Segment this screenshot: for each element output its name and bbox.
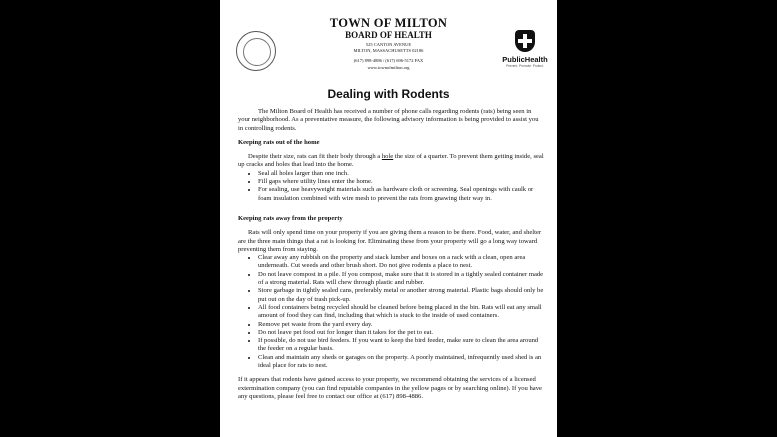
- bullet-list: [238, 254, 545, 370]
- lead-text: Despite their size, rats can fit their body through a: [248, 153, 382, 161]
- logo-tagline: Prevent. Promote. Protect.: [506, 64, 544, 68]
- hole-link[interactable]: hole: [381, 153, 394, 161]
- list-item: • Seal all holes larger than one inch.: [258, 170, 545, 178]
- list-item: • Store garbage in tightly sealed cans, preferably metal or another strong material. Plastic bags should only be put out on the day of trash pick-up.: [258, 287, 545, 304]
- closing-paragraph: If it appears that rodents have gained access to your property, we recommend obtaining the services of a licensed extermination company (you can find reputable companies in the yellow pages or by searching online). If you have any questions, please feel free to contact our office at (617) 898-4886.: [238, 376, 542, 400]
- list-item: • Fill gaps where utility lines enter the home.: [258, 178, 545, 186]
- phone-fax: (617) 898-4886 / (617) 696-5172 FAX: [353, 58, 424, 63]
- shield-cross-icon: [515, 30, 535, 52]
- street-address: 525 CANTON AVENUE: [365, 42, 412, 47]
- website: www.townofmilton.org: [367, 65, 410, 70]
- city-address: MILTON, MASSACHUSETTS 02186: [353, 48, 424, 53]
- bullet-list: [238, 170, 545, 203]
- list-item: • Clean and maintain any sheds or garages on the property. A poorly maintained, infrequently used shed is an ideal place for rats to nest.: [258, 354, 545, 371]
- list-item: • Remove pet waste from the yard every day.: [258, 321, 545, 329]
- section-lead: Rats will only spend time on your property if you are giving them a reason to be there. Food, water, and shelter are the three main things that a rat is looking for. Eliminating these from your property will go a long way toward preventing them from staying.: [238, 229, 542, 253]
- document-title: Dealing with Rodents: [327, 87, 450, 101]
- public-health-logo: [502, 30, 548, 78]
- document-body: [238, 108, 545, 401]
- intro-paragraph: The Milton Board of Health has received a number of phone calls regarding rodents (rats) being seen in your neighborhood. As a preventative measure, the following advisory information is being provided to assist you in controlling rodents.: [238, 108, 539, 132]
- lead-text: the size of a quarter. To prevent them getting inside, seal up cracks and holes that lead into the home.: [238, 153, 544, 169]
- town-name: TOWN OF MILTON: [329, 16, 448, 30]
- list-item: • Do not leave compost in a pile. If you compost, make sure that it is stored in a tightly sealed container made of a strong material. Rats will chew through plastic and rubber.: [258, 271, 545, 288]
- document-page: [220, 0, 557, 437]
- list-item: • If possible, do not use bird feeders. If you want to keep the bird feeder, make sure to clean the area around the feeder on a regular basis.: [258, 337, 545, 354]
- logo-name: PublicHealth: [502, 55, 548, 64]
- section-heading: Keeping rats away from the property: [238, 214, 343, 222]
- board-name: BOARD OF HEALTH: [345, 30, 432, 40]
- section-heading: Keeping rats out of the home: [238, 138, 320, 146]
- letterhead: [220, 0, 557, 80]
- section-lead: [238, 153, 545, 170]
- list-item: • For sealing, use heavyweight materials such as hardware cloth or screening. Seal openings with caulk or foam insulation combined with wire mesh to prevent the rats from gnawing their way in.: [258, 186, 545, 203]
- list-item: • All food containers being recycled should be cleaned before being placed in the bin. Rats will eat any small amount of food they can find, including that which is stuck to the inside of used containers.: [258, 304, 545, 321]
- list-item: • Do not leave pet food out for longer than it takes for the pet to eat.: [258, 329, 545, 337]
- list-item: • Clear away any rubbish on the property and stack lumber and boxes on a rack with a clean, open area underneath. Cut weeds and other brush short. Do not give rodents a place to nest.: [258, 254, 545, 271]
